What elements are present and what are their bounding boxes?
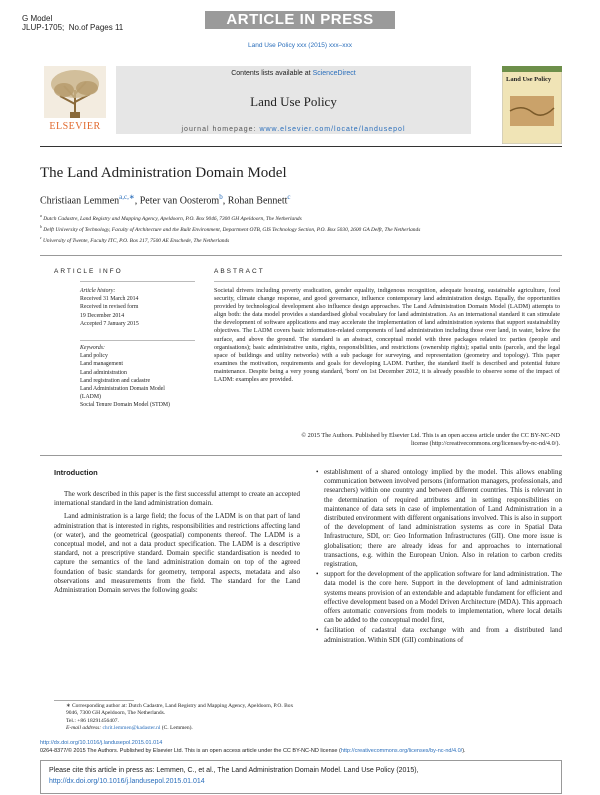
history-item: 19 December 2014 — [80, 312, 125, 319]
body-column-left — [54, 490, 300, 595]
journal-cover-thumbnail — [502, 66, 562, 144]
license-link[interactable]: http://creativecommons.org/licenses/by-nc-nd/4.0/ — [340, 748, 463, 754]
keyword-item: Land administration — [80, 369, 127, 376]
affiliation-item — [40, 234, 560, 245]
author-marks[interactable]: c — [287, 193, 291, 201]
gmodel-label — [22, 14, 123, 32]
keyword-item: (LADM) — [80, 394, 101, 401]
cite-text: Please cite this article in press as: Lemmen, C., et al., The Land Administration Domain Model. Land Use Policy (2015), — [49, 767, 419, 774]
footnote-line: ∗ Corresponding author at: Dutch Cadastre, Land Registry and Mapping Agency, Apeldoorn, P.O. Box 9046, 7300 GH Apeldoorn, The Netherlands. — [66, 703, 294, 717]
corresponding-author-footnote — [66, 703, 296, 733]
goal-item: • facilitation of cadastral data exchange with and from a distributed land administration. Within SDI (GII) combinations of — [316, 626, 562, 644]
journal-title: Land Use Policy — [250, 94, 337, 109]
author-name[interactable]: Peter van Oosterom — [139, 195, 220, 207]
introduction-heading: Introduction — [54, 468, 98, 477]
article-info-rule — [80, 281, 195, 282]
article-in-press-banner: ARTICLE IN PRESS — [205, 11, 395, 29]
author-list: Christiaan Lemmen$^{a,c,∗}$, Peter van Oosterom$^b$, Rohan Bennett$^c$ — [40, 193, 291, 207]
goals-list — [316, 468, 562, 645]
cite-box — [40, 760, 562, 794]
affiliation-item — [40, 212, 560, 223]
keyword-item: Land policy — [80, 353, 108, 360]
affiliation-text: University of Twente, Faculty ITC, P.O. Box 217, 7500 AE Enschede, The Netherlands — [43, 237, 230, 244]
page-count: No.of Pages 11 — [68, 23, 124, 32]
author-name[interactable]: Rohan Bennett — [227, 195, 288, 207]
copyright-line-2[interactable]: license (http://creativecommons.org/licenses/by-nc-nd/4.0/). — [410, 440, 560, 448]
copyright-notice — [214, 432, 560, 448]
body-rule — [40, 455, 562, 456]
author-name[interactable]: Christiaan Lemmen — [40, 195, 120, 207]
section-rule — [40, 255, 562, 256]
doi-link[interactable]: http://dx.doi.org/10.1016/j.landusepol.2015.01.014 — [40, 740, 163, 746]
keyword-item: Land Administration Domain Model — [80, 386, 165, 393]
homepage-link[interactable]: www.elsevier.com/locate/landusepol — [259, 126, 406, 133]
article-info-heading: ARTICLE INFO — [54, 268, 123, 275]
history-label: Article history: — [80, 288, 116, 294]
body-column-right — [316, 468, 562, 646]
affiliation-mark: a — [40, 214, 42, 218]
affiliation-text: Dutch Cadastre, Land Registry and Mapping Agency, Apeldoorn, P.O. Box 9046, 7300 GH Apeldoorn, The Netherlands — [43, 215, 302, 222]
elsevier-wordmark: ELSEVIER — [49, 121, 101, 132]
affiliation-text: Delft University of Technology, Faculty of Architecture and the Built Environment, Department OTB, GIS Technology Section, P.O. Box 5030, 2600 GA Delft, The Netherlands — [43, 226, 421, 233]
keyword-item: Land registration and cadastre — [80, 377, 151, 384]
copyright-line-1: © 2015 The Authors. Published by Elsevier Ltd. This is an open access article under the CC BY-NC-ND — [301, 432, 560, 439]
keywords-label: Keywords: — [80, 345, 105, 351]
body-paragraph: Land administration is a large field; the focus of the LADM is on that part of land administration that is interested in rights, responsibilities and restrictions affecting land (or water), and the geometrical (geospatial) components thereof. The LADM is a conceptual model, and not a data product specification. The LADM is a descriptive standard, not a prescriptive standard. Domain specific standardisation is needed to capture the semantics of the land administration domain on top of the agreed foundation of basic standards for geometry, temporal aspects, metadata and also observations and measurements from the field. The standard for the Land Administration Domain serves the following goals: — [54, 512, 300, 595]
history-item: Received in revised form — [80, 304, 139, 311]
license-close: ). — [462, 748, 466, 754]
affiliations — [40, 212, 560, 244]
affiliation-mark: c — [40, 235, 42, 240]
history-item: Accepted 7 January 2015 — [80, 320, 139, 327]
license-line — [40, 748, 562, 754]
article-history — [80, 287, 200, 328]
abstract-text: Societal drivers including poverty eradication, gender equality, indigenous recognition, adequate housing, sustainable agriculture, food security, climate change response, and good governance, influence contemporary land administration design. Equally, the opportunities provided by technological development also influence design approaches. The Land Administration Domain Model (LADM) attempts to align both: the data model provides a standardised global vocabulary for land administration. As an international standard it can stimulate the development of software applications and may accelerate the implementation of land administration systems that support sustainability objectives. The LADM covers basic information-related components of land administration including those over land, in water, below the surface, and above the ground. The standard is an abstract, conceptual model with three packages related to: parties (people and organisations); basic administrative units, rights, responsibilities, and restrictions (ownership rights); spatial units (parcels, and the legal space of buildings and utility networks) with a sub package for surveying, and representation (geometry and topology). This paper examines the motivation, requirements and goals for developing LADM. Further, the standard itself is described and potential future maintenance. Despite being a very young standard, 'born' on 1st December 2012, it is already possible to observe some of the impact of LADM: examples are provided. — [214, 287, 560, 384]
sciencedirect-link[interactable]: ScienceDirect — [312, 70, 356, 77]
abstract-heading: ABSTRACT — [214, 268, 265, 275]
journal-citation-line[interactable]: Land Use Policy xxx (2015) xxx–xxx — [247, 42, 353, 49]
affiliation-mark: b — [40, 224, 42, 229]
abstract-rule — [214, 281, 560, 282]
affiliation-item — [40, 223, 560, 234]
author-marks[interactable]: a,c,∗ — [119, 193, 135, 201]
history-item: Received 31 March 2014 — [80, 296, 139, 303]
footnote-line: Tel.: +86 18291456407. — [66, 717, 119, 724]
email-link[interactable]: chrit.lemmen@kadaster.nl — [102, 725, 161, 732]
journal-id: JLUP-1705; — [22, 23, 65, 32]
cover-title: Land Use Policy — [506, 76, 552, 83]
keywords-rule — [80, 340, 195, 341]
keyword-item: Land management — [80, 361, 123, 368]
homepage-prefix: journal homepage: — [181, 126, 260, 133]
cite-doi-link[interactable]: http://dx.doi.org/10.1016/j.landusepol.2015.01.014 — [49, 778, 205, 785]
journal-homepage — [116, 126, 471, 133]
goal-item: • establishment of a shared ontology implied by the model. This allows enabling communication between involved persons (information managers, professionals, and researchers) within one country and between different countries. This is relevant in the determination of required attributes and in setting responsibilities on maintenance of data sets in case of implementation of Land Administration in a distributed environment with different organisations involved. This is also in support of the development of land administration systems as core in Spatial Data Infrastructure, SDI, or: Geo Information Infrastructures (GII). One more issue is globalisation; there are already ideas for and approaches to international transactions, e.g. within the European Union. Also in relation to carbon credits registration, — [316, 468, 562, 569]
keywords-list — [80, 344, 200, 410]
elsevier-logo — [40, 64, 110, 136]
header-rule — [40, 146, 562, 147]
keyword-item: Social Tenure Domain Model (STDM) — [80, 402, 170, 409]
article-title: The Land Administration Domain Model — [40, 165, 287, 181]
goal-item: • support for the development of the application software for land administration. The data model is the core here. Support in the development of land administration systems means provision of an extendable and adaptable fundament for efficient and effective development based on a Model Driven Architecture (MDA). This approach offers automatic conversions from models to implementation, where local details can be added to the conceptual model first, — [316, 570, 562, 625]
contents-line — [116, 70, 471, 77]
license-text: 0264-8377/© 2015 The Authors. Published by Elsevier Ltd. This is an open access article under the CC BY-NC-ND license ( — [40, 748, 341, 754]
email-suffix: (C. Lemmen). — [160, 725, 193, 732]
email-label: E-mail address: — [66, 725, 103, 732]
contents-prefix: Contents lists available at — [231, 70, 313, 77]
gmodel-text: G Model — [22, 14, 53, 23]
body-paragraph: The work described in this paper is the first successful attempt to create an accepted international standard in the land administration domain. — [54, 490, 300, 508]
author-marks[interactable]: b — [219, 193, 223, 201]
footnote-rule — [54, 700, 134, 701]
